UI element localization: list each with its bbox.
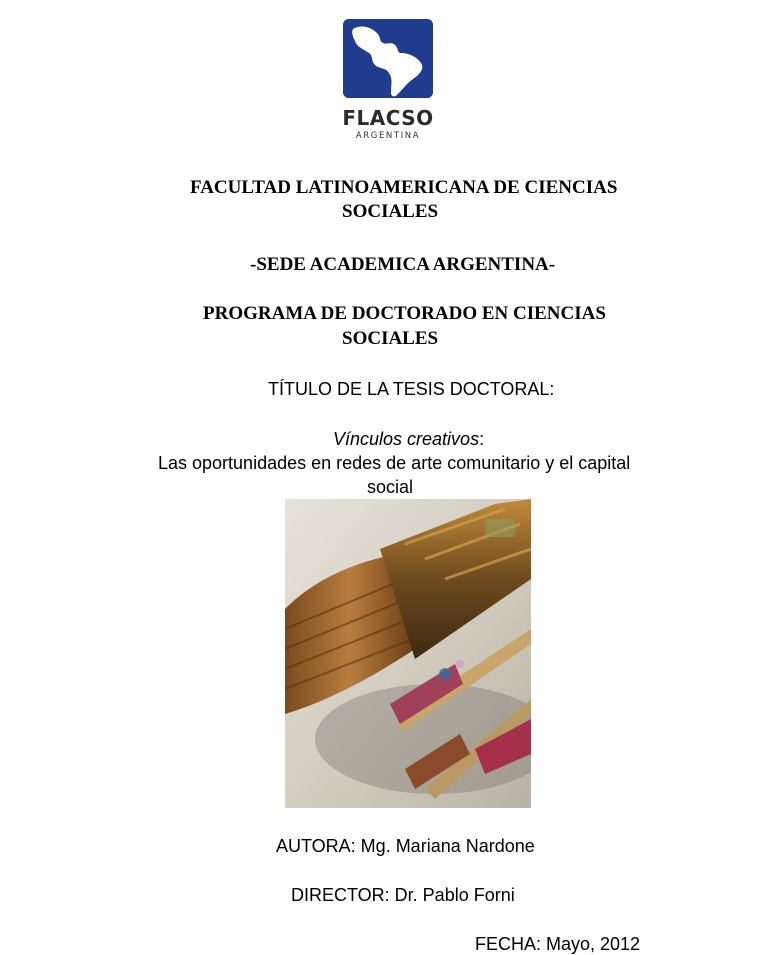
thesis-heading: TÍTULO DE LA TESIS DOCTORAL: <box>268 379 555 399</box>
sede-heading: -SEDE ACADEMICA ARGENTINA- <box>250 254 556 275</box>
thesis-title-colon: : <box>479 429 485 449</box>
director-line: DIRECTOR: Dr. Pablo Forni <box>291 885 515 905</box>
program-line-2: SOCIALES <box>342 328 439 349</box>
institution-line-2: SOCIALES <box>342 201 439 222</box>
logo-subtitle: ARGENTINA <box>355 131 421 141</box>
paintbrushes-photo <box>285 499 531 808</box>
thesis-title <box>333 428 484 450</box>
institution-line-1: FACULTAD LATINOAMERICANA DE CIENCIAS <box>190 177 618 198</box>
thesis-subtitle-line-1: Las oportunidades en redes de arte comunitario y el capital <box>158 453 631 473</box>
program-line-1: PROGRAMA DE DOCTORADO EN CIENCIAS <box>203 303 606 324</box>
flacso-logo-icon <box>343 19 433 98</box>
thesis-subtitle-line-2: social <box>367 477 414 497</box>
logo-name: FLACSO <box>342 106 434 130</box>
thesis-title-italic: Vínculos creativos <box>333 429 480 449</box>
date-line: FECHA: Mayo, 2012 <box>475 934 641 954</box>
author-line: AUTORA: Mg. Mariana Nardone <box>276 836 535 856</box>
